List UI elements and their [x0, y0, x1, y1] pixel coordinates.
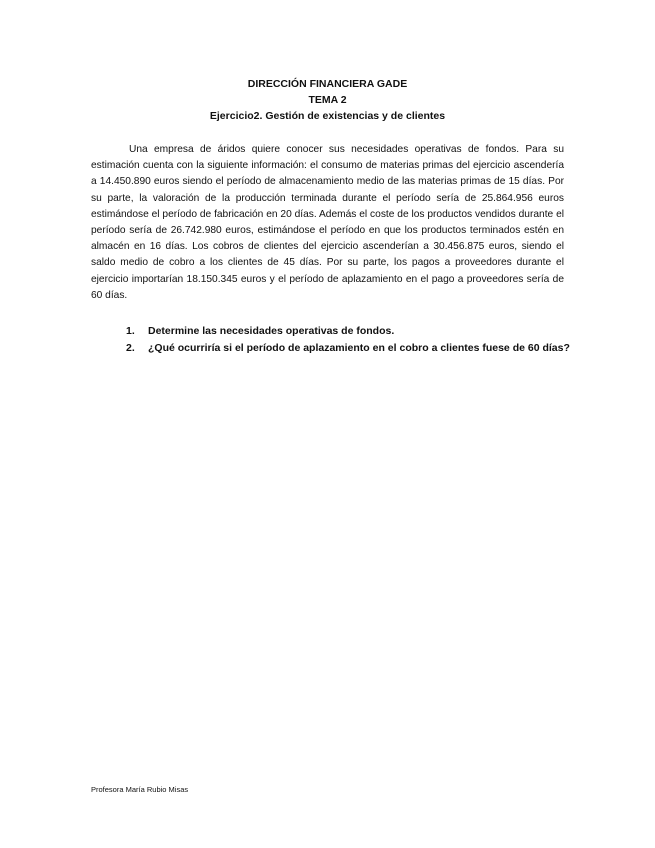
question-text: Determine las necesidades operativas de fondos. — [148, 325, 395, 337]
question-list — [126, 323, 586, 357]
question-number: 1. — [126, 325, 135, 337]
exercise-heading: Ejercicio2. Gestión de existencias y de clientes — [209, 110, 446, 122]
question-text: ¿Qué ocurriría si el período de aplazamiento en el cobro a clientes fuese de 60 días? — [148, 342, 570, 354]
topic-heading: TEMA 2 — [308, 94, 347, 106]
document-header — [0, 76, 655, 124]
question-number: 2. — [126, 342, 135, 354]
exercise-statement: Una empresa de áridos quiere conocer sus necesidades operativas de fondos. Para su estimación cuenta con la siguiente información: el consumo de materias primas del ejercicio ascendería a 14.450.890 euros siendo el período de almacenamiento medio de las materias primas de 15 días. Por su parte, la valoración de la producción terminada durante el período sería de 25.864.956 euros estimándose el período de fabricación en 20 días. Además el coste de los productos vendidos durante el período sería de 26.742.980 euros, estimándose el período en que los productos terminados estén en almacén en 16 días. Los cobros de clientes del ejercicio ascenderían a 30.456.875 euros, siendo el saldo medio de cobro a los clientes de 45 días. Por su parte, los pagos a proveedores durante el ejercicio importarían 18.150.345 euros y el período de aplazamiento en el pago a proveedores sería de 60 días. — [91, 144, 564, 301]
document-title: DIRECCIÓN FINANCIERA GADE — [247, 78, 408, 90]
question-item — [126, 323, 586, 340]
question-item — [126, 340, 586, 357]
page-footer: Profesora María Rubio Misas — [91, 785, 189, 794]
